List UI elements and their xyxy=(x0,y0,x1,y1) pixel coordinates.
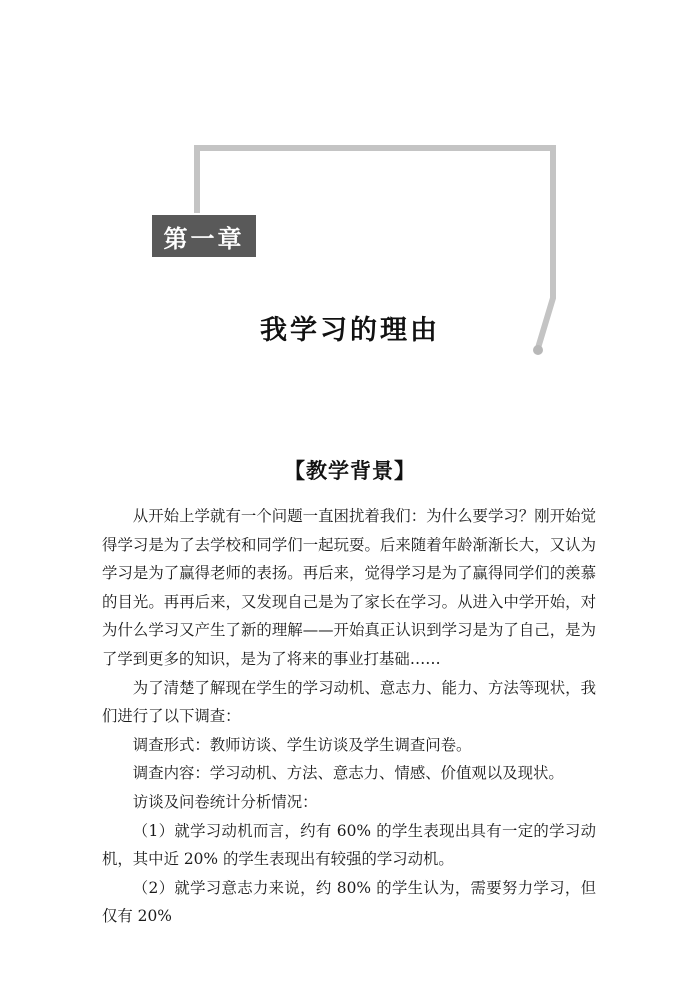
paragraph: 从开始上学就有一个问题一直困扰着我们：为什么要学习？刚开始觉得学习是为了去学校和同学们一起玩耍。后来随着年龄渐渐长大，又认为学习是为了赢得老师的表扬。再后来，觉得学习是为了赢得同学们的羡慕的目光。再再后来，又发现自己是为了家长在学习。从进入中学开始，对为什么学习又产生了新的理解——开始真正认识到学习是为了自己，是为了学到更多的知识，是为了将来的事业打基础…… xyxy=(102,507,596,668)
paragraph: 调查形式：教师访谈、学生访谈及学生调查问卷。 xyxy=(132,735,472,754)
chapter-title: 我学习的理由 xyxy=(260,315,440,346)
paragraph: 为了清楚了解现在学生的学习动机、意志力、能力、方法等现状，我们进行了以下调查： xyxy=(102,678,596,726)
paragraph: 访谈及问卷统计分析情况： xyxy=(132,792,318,811)
body-text xyxy=(102,502,596,931)
paragraph: （2）就学习意志力来说，约 80% 的学生认为，需要努力学习，但仅有 20% xyxy=(102,878,596,926)
chapter-label: 第一章 xyxy=(152,215,256,257)
paragraph: （1）就学习动机而言，约有 60% 的学生表现出具有一定的学习动机，其中近 20% 的学生表现出有较强的学习动机。 xyxy=(102,821,596,869)
section-heading: 【教学背景】 xyxy=(284,459,416,483)
paragraph: 调查内容：学习动机、方法、意志力、情感、价值观以及现状。 xyxy=(132,764,564,783)
